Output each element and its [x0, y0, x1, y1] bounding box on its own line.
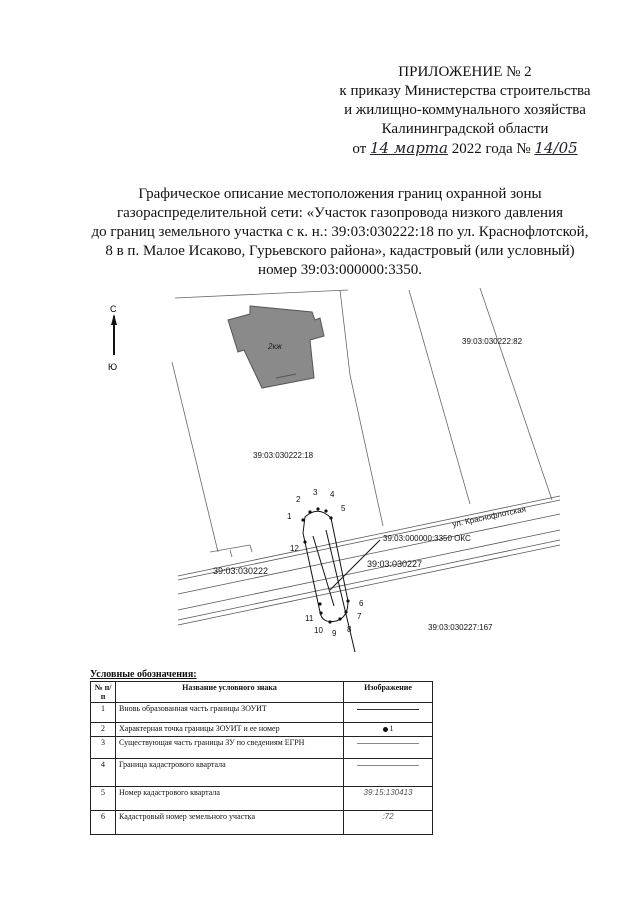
- legend-row: 5 Номер кадастрового квартала 39:15:130413: [91, 787, 433, 811]
- legend-row: 1 Вновь образованная часть границы ЗОУИТ: [91, 703, 433, 723]
- svg-text:5: 5: [341, 504, 346, 513]
- appendix-date-line: от 14 марта 2022 года № 14/05: [352, 139, 578, 157]
- svg-text:10: 10: [314, 626, 323, 635]
- svg-text:8: 8: [347, 625, 352, 634]
- appendix-line3: и жилищно-коммунального хозяйства: [344, 102, 586, 118]
- quarter-boundary-sample: [357, 765, 419, 766]
- svg-text:С: С: [110, 304, 117, 314]
- svg-text:7: 7: [357, 612, 362, 621]
- legend-head-num: № п/ п: [91, 682, 116, 703]
- parcel-167-label: 39:03:030227:167: [428, 623, 493, 632]
- zone-label: 39:03:000000:3350 ОКС: [383, 534, 471, 543]
- svg-text:11: 11: [305, 614, 314, 623]
- svg-text:Ю: Ю: [108, 362, 118, 372]
- parcel-82-label: 39:03:030222:82: [462, 337, 523, 346]
- legend-row: 2 Характерная точка границы ЗОУИТ и ее номер 1: [91, 723, 433, 737]
- svg-text:3: 3: [313, 488, 318, 497]
- parcel-18-label: 39:03:030222:18: [253, 451, 314, 460]
- document-title: Графическое описание местоположения границ охранной зоны газораспределительной сети: «Участок газопровода низкого давления до границ земельного участка с к. н.: 39:03:030222:18 по ул. Краснофлотской, 8 в п. Малое Исаково, Гурьевского района», кадастровый (или условный) номер 39:03:000000:3350.: [91, 186, 589, 278]
- new-boundary-sample: [357, 709, 419, 710]
- legend-row: 3 Существующая часть границы ЗУ по сведениям ЕГРН: [91, 737, 433, 759]
- appendix-title: ПРИЛОЖЕНИЕ № 2: [398, 64, 532, 80]
- legend-head-image: Изображение: [344, 682, 433, 703]
- legend-row: 6 Кадастровый номер земельного участка :72: [91, 811, 433, 835]
- svg-text:4: 4: [330, 490, 335, 499]
- quarter-222-label: 39:03:030222: [213, 566, 269, 576]
- appendix-line4: Калининградской области: [381, 121, 549, 137]
- appendix-line2: к приказу Министерства строительства: [339, 83, 591, 99]
- svg-text:2кж: 2кж: [268, 342, 282, 351]
- handwritten-date: 14 марта: [369, 139, 448, 157]
- svg-text:2: 2: [296, 495, 301, 504]
- existing-boundary-sample: [357, 743, 419, 744]
- street-label: ул. Краснофлотская: [451, 504, 527, 529]
- legend-header-row: [91, 682, 433, 703]
- svg-text:6: 6: [359, 599, 364, 608]
- legend-table: [90, 681, 433, 835]
- building-2kzh: [228, 306, 324, 388]
- legend-row: 4 Граница кадастрового квартала: [91, 759, 433, 787]
- svg-text:9: 9: [332, 629, 337, 638]
- legend-head-name: Название условного знака: [116, 682, 344, 703]
- svg-text:1: 1: [287, 512, 292, 521]
- handwritten-number: 14/05: [534, 139, 578, 157]
- zone-points: [301, 507, 349, 623]
- compass-icon: [108, 304, 117, 372]
- legend-caption: Условные обозначения:: [90, 669, 197, 680]
- quarter-227-label: 39:03:030227: [367, 559, 423, 569]
- svg-text:12: 12: [290, 544, 299, 553]
- point-dot-icon: [383, 727, 388, 732]
